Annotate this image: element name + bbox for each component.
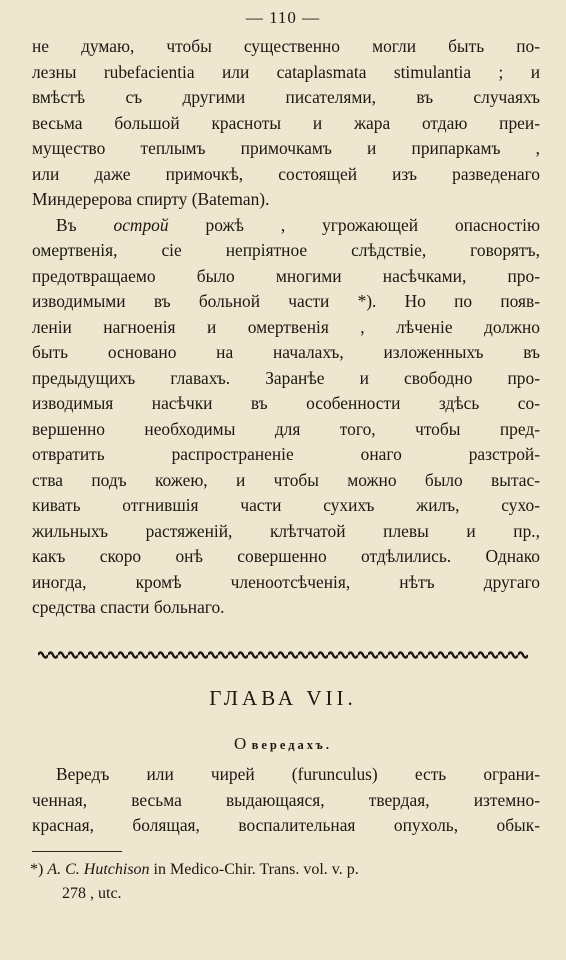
- text-line: весьма большой красноты и жара отдаю преи-: [32, 112, 540, 133]
- section-heading: [0, 734, 566, 754]
- text-line: леніи нагноенія и омертвенія , лѣченіе должно: [32, 316, 540, 337]
- text-line: кивать отгнившія части сухихъ жилъ, сухо-: [32, 495, 540, 515]
- text-line: иногда, кромѣ членоотсѣченія, нѣтъ другаго: [32, 571, 540, 592]
- page-number: — 110 —: [245, 8, 321, 27]
- text-run: Въ: [56, 214, 114, 235]
- text-line: омертвенія, сіе непріятное слѣдствіе, говорятъ,: [32, 240, 540, 260]
- text-line: какъ скоро онѣ совершенно отдѣлились. Однако: [32, 546, 540, 566]
- text-line: мущество теплымъ примочкамъ и припаркамъ ,: [32, 138, 540, 158]
- text-line: предыдущихъ главахъ. Заранѣе и свободно про-: [32, 367, 540, 388]
- text-line: предотвращаемо было многими насѣчками, про-: [32, 265, 540, 286]
- ornamental-divider: [38, 650, 528, 660]
- text-line: изводимыя насѣчки въ особенности здѣсь со-: [32, 393, 540, 413]
- italic-term: острой: [113, 214, 169, 235]
- footnote-rule: [32, 851, 122, 852]
- chapter-heading: ГЛАВА VII.: [209, 686, 357, 710]
- section-title: вередахъ.: [251, 738, 332, 752]
- text-line: изводимыми въ больной части *). Но по появ-: [32, 291, 540, 311]
- text-line: или даже примочкѣ, состоящей изъ разведенаго: [32, 163, 540, 184]
- text-line: средства спасти больнаго.: [32, 597, 225, 617]
- footnote-line: [30, 858, 540, 882]
- text-line: ченная, весьма выдающаяся, твердая, изтемно-: [32, 789, 540, 810]
- text-run: рожѣ , угрожающей опасностію: [168, 214, 540, 235]
- footnote-line: 278 , utc.: [62, 885, 122, 902]
- footnote: [30, 858, 540, 906]
- text-line: отвратить распространеніе онаго разстрой-: [32, 444, 540, 464]
- text-line: красная, болящая, воспалительная опухоль, обык-: [32, 815, 540, 835]
- text-line: вершенно необходимы для того, чтобы пред-: [32, 418, 540, 439]
- section-prefix: О: [234, 734, 247, 753]
- footnote-citation: in Medico-Chir. Trans. vol. v. p.: [149, 861, 359, 878]
- text-line: [32, 213, 540, 239]
- text-line: лезны rubefacientia или cataplasmata stimulantia ; и: [32, 61, 540, 82]
- text-line: ства подъ кожею, и чтобы можно было вытас-: [32, 469, 540, 490]
- text-line: жильныхъ растяженій, клѣтчатой плевы и пр.,: [32, 520, 540, 541]
- chapter-text: [32, 762, 540, 839]
- text-line: не думаю, чтобы существенно могли быть по-: [32, 36, 540, 56]
- footnote-author: A. C. Hutchison: [47, 861, 150, 878]
- text-line: вмѣстѣ съ другими писателями, въ случаяхъ: [32, 87, 540, 107]
- main-text: [32, 34, 540, 621]
- text-line: Миндерерова спирту (Bateman).: [32, 189, 270, 209]
- text-line: Вередъ или чирей (furunculus) есть ограни-: [56, 764, 540, 784]
- footnote-marker: *): [30, 861, 44, 878]
- text-line: быть основано на началахъ, изложенныхъ въ: [32, 342, 540, 362]
